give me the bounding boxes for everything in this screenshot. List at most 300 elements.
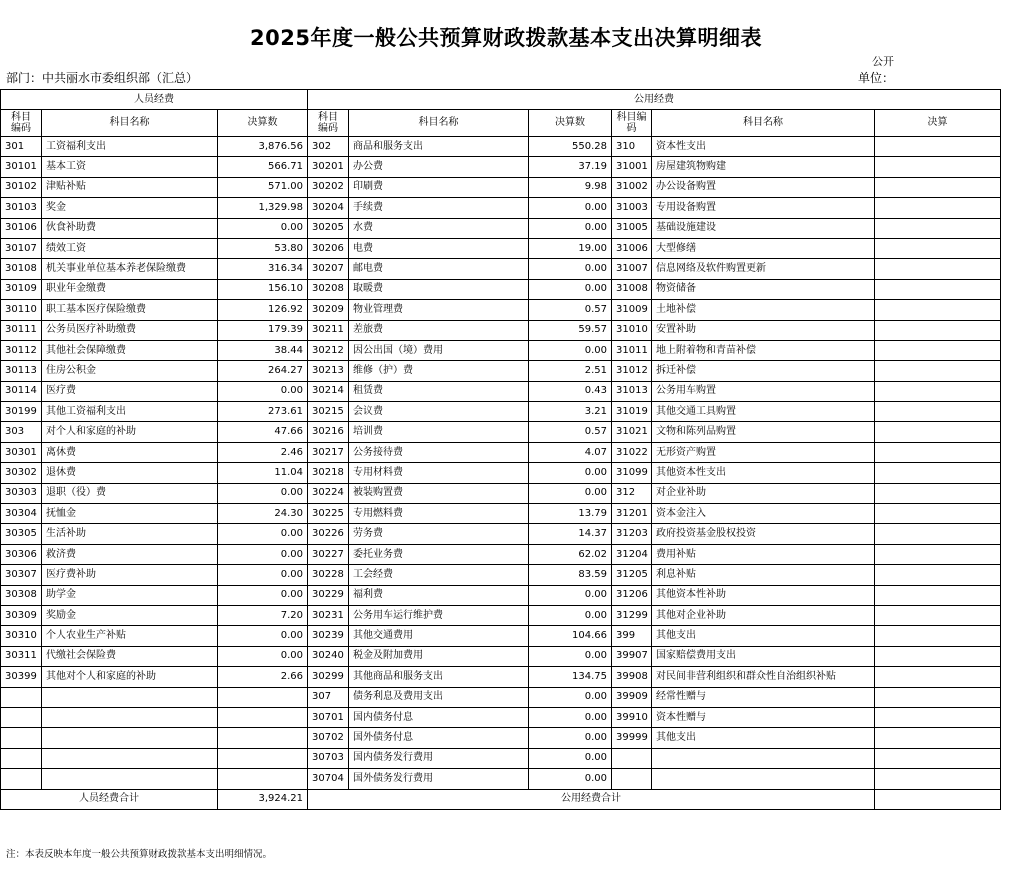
code-cell: 30299: [308, 667, 349, 687]
amount-cell: [875, 769, 1001, 789]
name-cell: 对民间非营利组织和群众性自治组织补贴: [652, 667, 875, 687]
table-row: [1, 748, 1001, 768]
code-cell: 30303: [1, 483, 42, 503]
amount-cell: 571.00: [218, 177, 308, 197]
name-cell: 委托业务费: [349, 544, 529, 564]
name-cell: 医疗费补助: [42, 565, 218, 585]
table-row: [1, 667, 1001, 687]
name-cell: 会议费: [349, 402, 529, 422]
name-cell: 劳务费: [349, 524, 529, 544]
name-cell: 无形资产购置: [652, 442, 875, 462]
name-cell: 对企业补助: [652, 483, 875, 503]
personnel-total-label: 人员经费合计: [1, 789, 218, 809]
name-cell: 经常性赠与: [652, 687, 875, 707]
name-cell: 离休费: [42, 442, 218, 462]
amount-cell: [875, 422, 1001, 442]
code-cell: 30216: [308, 422, 349, 442]
name-cell: 退休费: [42, 463, 218, 483]
code-cell: 30308: [1, 585, 42, 605]
code-cell: 31009: [612, 300, 652, 320]
expenditure-table: [0, 89, 1001, 810]
code-cell: 30225: [308, 504, 349, 524]
amount-cell: 0.00: [218, 565, 308, 585]
table-row: [1, 544, 1001, 564]
table-row: [1, 381, 1001, 401]
name-cell: 奖励金: [42, 605, 218, 625]
code-cell: 39909: [612, 687, 652, 707]
name-cell: 专用设备购置: [652, 198, 875, 218]
code-cell: 399: [612, 626, 652, 646]
name-cell: 其他交通工具购置: [652, 402, 875, 422]
amount-cell: 83.59: [529, 565, 612, 585]
code-cell: 30108: [1, 259, 42, 279]
name-cell: 资本金注入: [652, 504, 875, 524]
amount-cell: [875, 707, 1001, 727]
amount-cell: 53.80: [218, 238, 308, 258]
code-cell: 30207: [308, 259, 349, 279]
table-row: [1, 279, 1001, 299]
totals-row: [1, 789, 1001, 809]
name-cell: 工会经费: [349, 565, 529, 585]
code-cell: 30399: [1, 667, 42, 687]
code-cell: 30106: [1, 218, 42, 238]
amount-cell: 3.21: [529, 402, 612, 422]
code-cell: 31001: [612, 157, 652, 177]
name-cell: 机关事业单位基本养老保险缴费: [42, 259, 218, 279]
amount-cell: [218, 707, 308, 727]
amount-cell: [218, 687, 308, 707]
table-row: [1, 218, 1001, 238]
code-cell: [1, 687, 42, 707]
code-cell: 30703: [308, 748, 349, 768]
amount-cell: 11.04: [218, 463, 308, 483]
name-cell: 职业年金缴费: [42, 279, 218, 299]
table-row: [1, 626, 1001, 646]
code-cell: 30202: [308, 177, 349, 197]
name-cell: 救济费: [42, 544, 218, 564]
name-cell: 公务用车购置: [652, 381, 875, 401]
name-cell: [652, 769, 875, 789]
name-cell: 其他商品和服务支出: [349, 667, 529, 687]
amount-cell: [875, 381, 1001, 401]
name-header: 科目名称: [652, 110, 875, 137]
name-cell: 国外债务发行费用: [349, 769, 529, 789]
code-cell: 31203: [612, 524, 652, 544]
name-cell: 物业管理费: [349, 300, 529, 320]
amount-cell: 0.00: [529, 463, 612, 483]
code-cell: 302: [308, 137, 349, 157]
code-cell: 31201: [612, 504, 652, 524]
name-cell: 被装购置费: [349, 483, 529, 503]
code-cell: 31021: [612, 422, 652, 442]
code-cell: 30227: [308, 544, 349, 564]
code-cell: 30213: [308, 361, 349, 381]
code-cell: 30301: [1, 442, 42, 462]
name-cell: 房屋建筑物购建: [652, 157, 875, 177]
table-row: [1, 177, 1001, 197]
amount-cell: 179.39: [218, 320, 308, 340]
code-cell: 307: [308, 687, 349, 707]
name-cell: 国家赔偿费用支出: [652, 646, 875, 666]
name-cell: 办公设备购置: [652, 177, 875, 197]
name-cell: 税金及附加费用: [349, 646, 529, 666]
code-header: [612, 110, 652, 137]
amount-cell: [875, 361, 1001, 381]
amount-cell: [875, 340, 1001, 360]
amount-cell: [875, 238, 1001, 258]
name-cell: 医疗费: [42, 381, 218, 401]
name-header: 科目名称: [349, 110, 529, 137]
code-cell: 31003: [612, 198, 652, 218]
code-header-text: 科目 编码: [318, 111, 339, 134]
code-cell: 30201: [308, 157, 349, 177]
name-cell: 国内债务付息: [349, 707, 529, 727]
amount-cell: 3,876.56: [218, 137, 308, 157]
name-cell: 职工基本医疗保险缴费: [42, 300, 218, 320]
amount-cell: 126.92: [218, 300, 308, 320]
amount-cell: [875, 157, 1001, 177]
code-cell: [612, 748, 652, 768]
name-cell: 津贴补贴: [42, 177, 218, 197]
department-label: 部门：中共丽水市委组织部（汇总）: [6, 71, 199, 85]
amount-cell: 0.00: [529, 605, 612, 625]
code-cell: 39910: [612, 707, 652, 727]
name-cell: 印刷费: [349, 177, 529, 197]
name-cell: 国内债务发行费用: [349, 748, 529, 768]
code-cell: 31206: [612, 585, 652, 605]
amount-cell: 1,329.98: [218, 198, 308, 218]
name-cell: 公务接待费: [349, 442, 529, 462]
amount-cell: [218, 728, 308, 748]
name-cell: [42, 728, 218, 748]
code-cell: 30217: [308, 442, 349, 462]
name-cell: 基本工资: [42, 157, 218, 177]
amount-cell: 4.07: [529, 442, 612, 462]
name-cell: 其他对个人和家庭的补助: [42, 667, 218, 687]
personnel-group-header: 人员经费: [1, 90, 308, 110]
name-cell: 生活补助: [42, 524, 218, 544]
unit-label: 单位：: [858, 71, 895, 85]
name-cell: 其他资本性支出: [652, 463, 875, 483]
name-cell: 其他社会保障缴费: [42, 340, 218, 360]
amount-header: 决算数: [529, 110, 612, 137]
name-cell: 电费: [349, 238, 529, 258]
table-row: [1, 605, 1001, 625]
amount-cell: [875, 177, 1001, 197]
name-cell: 地上附着物和青苗补偿: [652, 340, 875, 360]
column-header-row: [1, 110, 1001, 137]
amount-cell: 0.00: [529, 748, 612, 768]
name-cell: 其他支出: [652, 728, 875, 748]
amount-cell: 2.66: [218, 667, 308, 687]
name-cell: 助学金: [42, 585, 218, 605]
code-cell: 31204: [612, 544, 652, 564]
code-cell: 30311: [1, 646, 42, 666]
code-cell: 39907: [612, 646, 652, 666]
code-cell: 30218: [308, 463, 349, 483]
public-total-label: 公用经费合计: [308, 789, 875, 809]
amount-cell: 38.44: [218, 340, 308, 360]
code-cell: 30109: [1, 279, 42, 299]
amount-cell: [875, 748, 1001, 768]
footnote: 注：本表反映本年度一般公共预算财政拨款基本支出明细情况。: [6, 849, 273, 860]
name-cell: 安置补助: [652, 320, 875, 340]
code-cell: 31007: [612, 259, 652, 279]
name-cell: 资本性支出: [652, 137, 875, 157]
table-row: [1, 463, 1001, 483]
amount-cell: 0.00: [218, 218, 308, 238]
code-cell: 31012: [612, 361, 652, 381]
code-cell: 30212: [308, 340, 349, 360]
name-cell: 办公费: [349, 157, 529, 177]
name-cell: 工资福利支出: [42, 137, 218, 157]
amount-cell: [218, 769, 308, 789]
amount-cell: 0.00: [218, 626, 308, 646]
amount-cell: 37.19: [529, 157, 612, 177]
code-cell: 30211: [308, 320, 349, 340]
code-cell: 301: [1, 137, 42, 157]
name-cell: 住房公积金: [42, 361, 218, 381]
table-row: [1, 442, 1001, 462]
code-cell: 30205: [308, 218, 349, 238]
name-cell: 费用补贴: [652, 544, 875, 564]
code-cell: 30224: [308, 483, 349, 503]
name-cell: 债务利息及费用支出: [349, 687, 529, 707]
amount-cell: 104.66: [529, 626, 612, 646]
amount-cell: 156.10: [218, 279, 308, 299]
amount-cell: [875, 402, 1001, 422]
group-header-row: [1, 90, 1001, 110]
amount-cell: 0.57: [529, 300, 612, 320]
code-cell: 30701: [308, 707, 349, 727]
amount-cell: 24.30: [218, 504, 308, 524]
amount-cell: 0.00: [529, 585, 612, 605]
code-cell: 30306: [1, 544, 42, 564]
name-cell: 商品和服务支出: [349, 137, 529, 157]
name-cell: 公务用车运行维护费: [349, 605, 529, 625]
name-cell: 培训费: [349, 422, 529, 442]
amount-cell: [875, 524, 1001, 544]
name-cell: 利息补贴: [652, 565, 875, 585]
code-cell: [612, 769, 652, 789]
amount-cell: [875, 605, 1001, 625]
amount-cell: [875, 442, 1001, 462]
code-cell: 30101: [1, 157, 42, 177]
code-cell: 310: [612, 137, 652, 157]
name-cell: 退职（役）费: [42, 483, 218, 503]
code-header: [1, 110, 42, 137]
table-row: [1, 259, 1001, 279]
code-cell: 31006: [612, 238, 652, 258]
name-cell: 其他资本性补助: [652, 585, 875, 605]
name-cell: 文物和陈列品购置: [652, 422, 875, 442]
code-cell: 31205: [612, 565, 652, 585]
table-row: [1, 504, 1001, 524]
code-cell: [1, 748, 42, 768]
amount-cell: 0.00: [529, 259, 612, 279]
amount-cell: [875, 565, 1001, 585]
table-row: [1, 646, 1001, 666]
table-row: [1, 361, 1001, 381]
code-cell: 30307: [1, 565, 42, 585]
code-cell: 30215: [308, 402, 349, 422]
code-cell: 30103: [1, 198, 42, 218]
name-cell: 代缴社会保险费: [42, 646, 218, 666]
amount-cell: 0.00: [218, 524, 308, 544]
name-cell: 取暖费: [349, 279, 529, 299]
name-cell: 手续费: [349, 198, 529, 218]
code-cell: 30110: [1, 300, 42, 320]
table-row: [1, 707, 1001, 727]
code-cell: 30208: [308, 279, 349, 299]
name-cell: 伙食补助费: [42, 218, 218, 238]
code-cell: 30226: [308, 524, 349, 544]
amount-cell: 0.00: [529, 198, 612, 218]
amount-cell: 273.61: [218, 402, 308, 422]
code-cell: 30231: [308, 605, 349, 625]
code-cell: 303: [1, 422, 42, 442]
code-cell: 30310: [1, 626, 42, 646]
amount-cell: 62.02: [529, 544, 612, 564]
page-title: 2025年度一般公共预算财政拨款基本支出决算明细表: [250, 26, 762, 50]
amount-header: 决算: [875, 110, 1001, 137]
code-cell: 30229: [308, 585, 349, 605]
table-row: [1, 769, 1001, 789]
amount-cell: [875, 259, 1001, 279]
amount-cell: 0.00: [529, 769, 612, 789]
code-cell: 30702: [308, 728, 349, 748]
name-cell: 专用燃料费: [349, 504, 529, 524]
code-header-text: 科目 编码: [11, 111, 31, 134]
code-cell: 31008: [612, 279, 652, 299]
amount-cell: 0.00: [529, 218, 612, 238]
name-cell: 信息网络及软件购置更新: [652, 259, 875, 279]
table-row: [1, 320, 1001, 340]
name-cell: 维修（护）费: [349, 361, 529, 381]
name-cell: 大型修缮: [652, 238, 875, 258]
code-cell: 30102: [1, 177, 42, 197]
code-cell: 30302: [1, 463, 42, 483]
table-row: [1, 483, 1001, 503]
name-cell: 其他对企业补助: [652, 605, 875, 625]
code-cell: 30239: [308, 626, 349, 646]
code-cell: 30199: [1, 402, 42, 422]
code-cell: 312: [612, 483, 652, 503]
table-row: [1, 585, 1001, 605]
table-row: [1, 565, 1001, 585]
amount-cell: 0.00: [529, 687, 612, 707]
public-group-header: 公用经费: [308, 90, 1001, 110]
name-cell: 土地补偿: [652, 300, 875, 320]
code-cell: 31299: [612, 605, 652, 625]
amount-cell: 2.51: [529, 361, 612, 381]
table-row: [1, 300, 1001, 320]
code-cell: 30305: [1, 524, 42, 544]
name-cell: 其他支出: [652, 626, 875, 646]
amount-cell: [875, 585, 1001, 605]
amount-cell: [218, 748, 308, 768]
name-cell: [42, 748, 218, 768]
amount-cell: [875, 198, 1001, 218]
code-cell: 30111: [1, 320, 42, 340]
name-cell: 水费: [349, 218, 529, 238]
name-cell: 物资储备: [652, 279, 875, 299]
amount-cell: 0.00: [529, 646, 612, 666]
code-cell: 30309: [1, 605, 42, 625]
code-cell: 31022: [612, 442, 652, 462]
code-cell: 30240: [308, 646, 349, 666]
table-row: [1, 728, 1001, 748]
code-cell: 30112: [1, 340, 42, 360]
table-row: [1, 687, 1001, 707]
amount-cell: 316.34: [218, 259, 308, 279]
amount-cell: 0.00: [529, 707, 612, 727]
amount-cell: 0.00: [218, 381, 308, 401]
name-cell: 福利费: [349, 585, 529, 605]
personnel-total-value: 3,924.21: [218, 789, 308, 809]
public-total-value: [875, 789, 1001, 809]
code-cell: 30204: [308, 198, 349, 218]
table-row: [1, 198, 1001, 218]
amount-header: 决算数: [218, 110, 308, 137]
name-cell: 个人农业生产补贴: [42, 626, 218, 646]
code-cell: 31005: [612, 218, 652, 238]
code-cell: 31011: [612, 340, 652, 360]
code-header: [308, 110, 349, 137]
name-cell: 差旅费: [349, 320, 529, 340]
amount-cell: [875, 483, 1001, 503]
code-cell: 31002: [612, 177, 652, 197]
amount-cell: [875, 300, 1001, 320]
amount-cell: 0.00: [529, 728, 612, 748]
name-cell: 公务员医疗补助缴费: [42, 320, 218, 340]
name-cell: 奖金: [42, 198, 218, 218]
code-cell: 30206: [308, 238, 349, 258]
name-cell: 拆迁补偿: [652, 361, 875, 381]
amount-cell: 0.57: [529, 422, 612, 442]
name-cell: 资本性赠与: [652, 707, 875, 727]
code-cell: 30304: [1, 504, 42, 524]
name-cell: 绩效工资: [42, 238, 218, 258]
table-row: [1, 524, 1001, 544]
name-cell: 因公出国（境）费用: [349, 340, 529, 360]
code-cell: [1, 707, 42, 727]
table-row: [1, 402, 1001, 422]
name-cell: [652, 748, 875, 768]
amount-cell: [875, 728, 1001, 748]
code-cell: 31010: [612, 320, 652, 340]
code-cell: [1, 728, 42, 748]
amount-cell: [875, 667, 1001, 687]
amount-cell: 0.00: [218, 544, 308, 564]
amount-cell: 566.71: [218, 157, 308, 177]
code-cell: 30214: [308, 381, 349, 401]
name-cell: 其他工资福利支出: [42, 402, 218, 422]
amount-cell: 0.43: [529, 381, 612, 401]
code-cell: 31013: [612, 381, 652, 401]
code-cell: [1, 769, 42, 789]
name-header: 科目名称: [42, 110, 218, 137]
table-row: [1, 340, 1001, 360]
name-cell: 其他交通费用: [349, 626, 529, 646]
table-row: [1, 238, 1001, 258]
amount-cell: 0.00: [218, 585, 308, 605]
amount-cell: 0.00: [529, 483, 612, 503]
amount-cell: 0.00: [218, 483, 308, 503]
code-cell: 30113: [1, 361, 42, 381]
name-cell: 抚恤金: [42, 504, 218, 524]
name-cell: 国外债务付息: [349, 728, 529, 748]
